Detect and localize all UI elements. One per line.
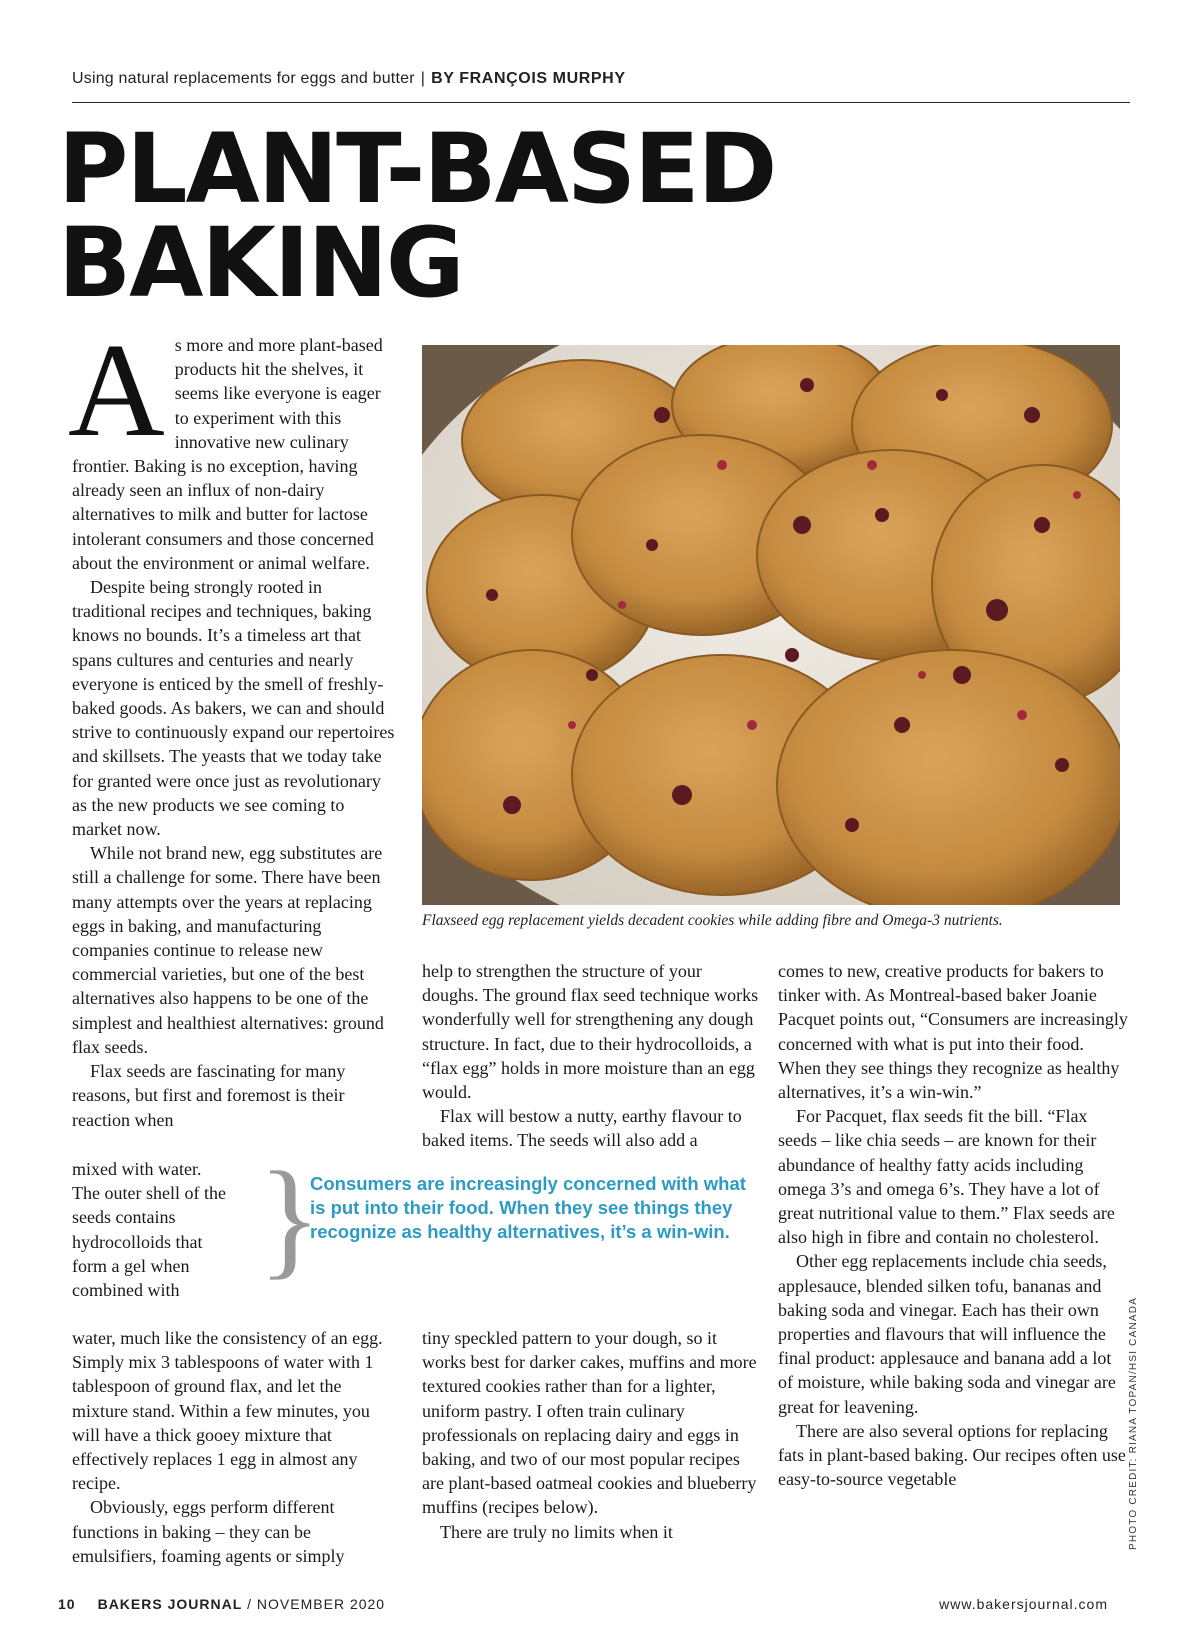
paragraph: help to strengthen the structure of your doughs. The ground flax seed technique works wonderfully well for strengthening any dough structure. In fact, due to their hydrocolloids, a “flax egg” holds in more moisture than an egg would. <box>422 961 759 1103</box>
deck-separator: | <box>420 70 426 87</box>
column-2-top <box>422 959 760 1153</box>
paragraph: mixed with water. The outer shell of the seeds contains hydrocolloids that form a gel when combined with <box>72 1159 226 1301</box>
photo-caption: Flaxseed egg replacement yields decadent cookies while adding fibre and Omega-3 nutrients. <box>422 912 1003 929</box>
paragraph: Other egg replacements include chia seeds, applesauce, blended silken tofu, bananas and baking soda and vinegar. Each has their own properties and flavours that will influence the final product: applesauce and banana add a lot of moisture, while baking soda and vinegar are great for leavening. <box>778 1251 1116 1417</box>
paragraph: There are also several options for replacing fats in plant-based baking. Our recipes often use easy-to-source vegetable <box>778 1420 1126 1490</box>
footer-left <box>58 1596 385 1612</box>
deck-text: Using natural replacements for eggs and butter <box>72 70 415 87</box>
paragraph: Flax seeds are fascinating for many reasons, but first and foremost is their reaction when <box>72 1061 346 1130</box>
photo-credit: PHOTO CREDIT: RIANA TOPAN/HSI CANADA <box>1128 1296 1139 1550</box>
paragraph: Obviously, eggs perform different functions in baking – they can be emulsifiers, foaming agents or simply <box>72 1497 345 1566</box>
column-1-narrow <box>72 1157 232 1302</box>
column-1-top <box>68 316 398 1132</box>
page-number: 10 <box>58 1596 76 1612</box>
column-1-bottom <box>72 1326 398 1568</box>
paragraph: While not brand new, egg substitutes are still a challenge for some. There have been many attempts over the years at replacing eggs in baking, and manufacturing companies continue to release new commercial varieties, but one of the best alternatives also happens to be one of the simplest and healthiest alternatives: ground flax seeds. <box>72 843 384 1057</box>
pullquote-brace: } <box>258 1144 322 1291</box>
cookies-illustration <box>422 345 1120 905</box>
drop-cap: A <box>68 316 165 464</box>
website-link[interactable]: www.bakersjournal.com <box>939 1596 1108 1612</box>
issue-date: / NOVEMBER 2020 <box>247 1596 386 1612</box>
header-rule <box>72 102 1130 103</box>
paragraph: comes to new, creative products for bakers to tinker with. As Montreal-based baker Joanie Pacquet points out, “Consumers are increasingly concerned with what is put into their food. When they see things they recognize as healthy alternatives, it’s a win-win.” <box>778 961 1128 1103</box>
byline: BY FRANÇOIS MURPHY <box>431 70 626 87</box>
headline-line-2: BAKING <box>58 207 463 319</box>
paragraph: For Pacquet, flax seeds fit the bill. “Flax seeds – like chia seeds – are known for their abundance of healthy fatty acids including omega 3’s and omega 6’s. They have a lot of great nutritional value to them.” Flax seeds are also high in fibre and contain no cholesterol. <box>778 1106 1115 1248</box>
paragraph: Flax will bestow a nutty, earthy flavour to baked items. The seeds will also add a <box>422 1106 742 1151</box>
column-3 <box>778 959 1128 1491</box>
paragraph: tiny speckled pattern to your dough, so it works best for darker cakes, muffins and more textured cookies rather than for a lighter, uniform pastry. I often train culinary professionals on replacing dairy and eggs in baking, and two of our most popular recipes are plant-based oatmeal cookies and blueberry muffins (recipes below). <box>422 1328 757 1518</box>
column-2-bottom <box>422 1326 760 1544</box>
paragraph: water, much like the consistency of an egg. Simply mix 3 tablespoons of water with 1 tablespoon of ground flax, and let the mixture stand. Within a few minutes, you will have a thick gooey mixture that effectively replaces 1 egg in almost any recipe. <box>72 1328 383 1494</box>
magazine-name: BAKERS JOURNAL <box>97 1596 243 1612</box>
paragraph: s more and more plant-based products hit the shelves, it seems like everyone is eager to experiment with this innovative new culinary frontier. Baking is no exception, having already seen an influx of non-dairy alternatives to milk and butter for lactose intolerant consumers and those concerned about the environment or animal welfare. <box>72 335 383 573</box>
article-deck <box>72 70 626 88</box>
headline <box>58 113 776 319</box>
paragraph: There are truly no limits when it <box>440 1521 673 1542</box>
pullquote: Consumers are increasingly concerned with what is put into their food. When they see things they recognize as healthy alternatives, it’s a win-win. <box>310 1173 746 1242</box>
paragraph: Despite being strongly rooted in traditional recipes and techniques, baking knows no bounds. It’s a timeless art that spans cultures and centuries and nearly everyone is enticed by the smell of freshly-baked goods. As bakers, we can and should strive to continuously expand our repertoires and skillsets. The yeasts that we today take for granted were once just as revolutionary as the new products we see coming to market now. <box>72 577 395 840</box>
cookies-photo <box>422 345 1120 905</box>
headline-line-1: PLANT-BASED <box>58 113 776 225</box>
